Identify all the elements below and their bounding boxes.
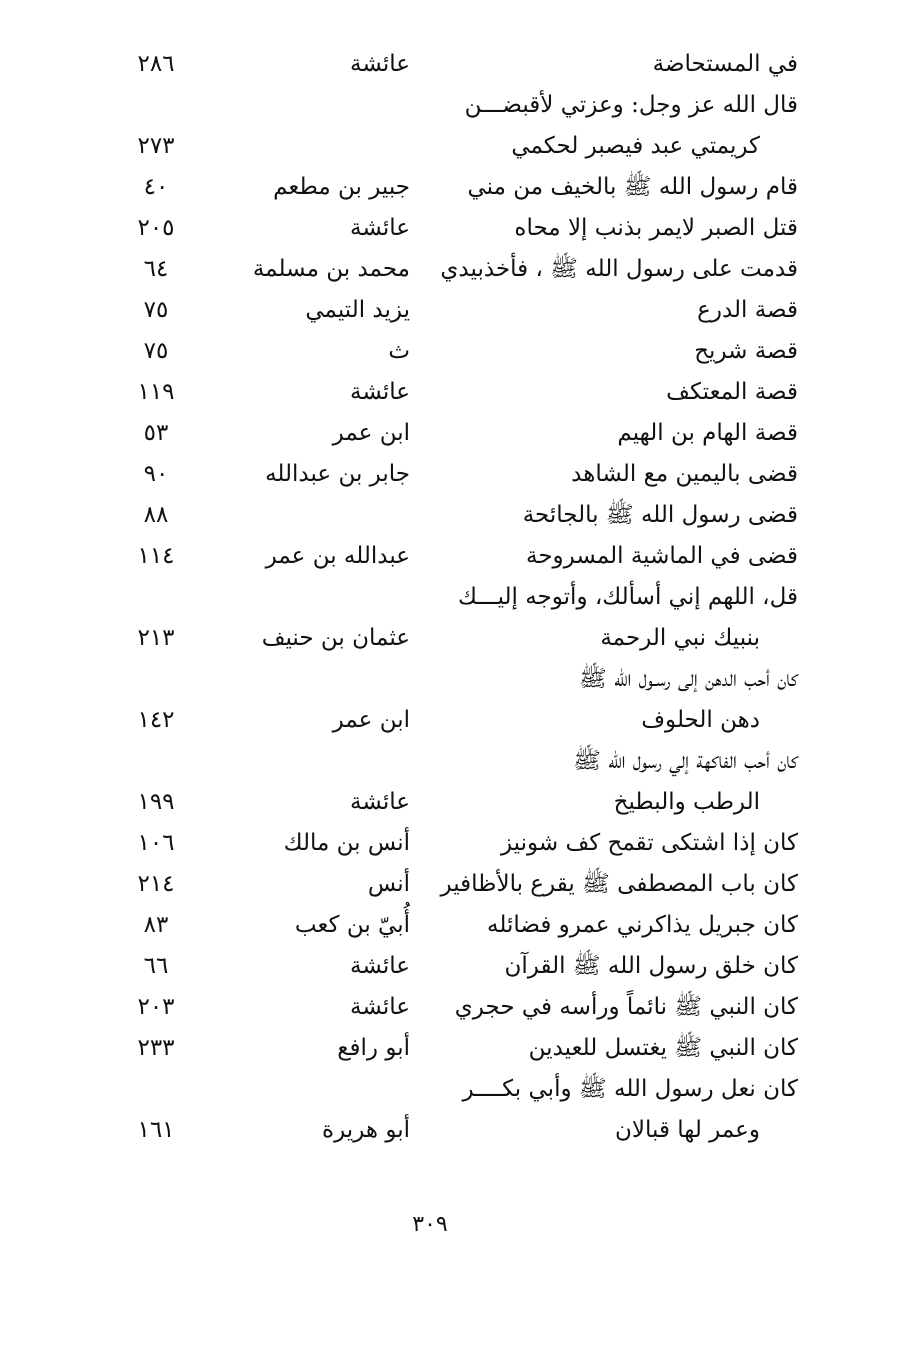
- hadith-text: وعمر لها قبالان: [614, 1117, 760, 1143]
- hadith-text: قضى باليمين مع الشاهد: [571, 461, 798, 487]
- page-reference: ٢٣٣: [137, 1035, 175, 1061]
- page-reference: ٨٨: [143, 502, 169, 528]
- index-row: [110, 44, 810, 85]
- narrator-name: جبير بن مطعم: [273, 174, 410, 200]
- hadith-text: قدمت على رسول الله ﷺ ، فأخذبيدي: [440, 256, 798, 282]
- page-reference: ٦٤: [143, 256, 169, 282]
- hadith-text: قضى رسول الله ﷺ بالجائحة: [522, 502, 798, 528]
- hadith-text: كان خلق رسول الله ﷺ القرآن: [504, 953, 798, 979]
- index-row: [110, 741, 810, 782]
- index-row: [110, 290, 810, 331]
- page-reference: ٥٣: [143, 420, 169, 446]
- index-row: [110, 167, 810, 208]
- narrator-name: يزيد التيمي: [305, 297, 410, 323]
- page-reference: ١٩٩: [137, 789, 175, 815]
- narrator-name: عائشة: [350, 953, 410, 979]
- index-row-continuation: [110, 782, 810, 823]
- narrator-name: عثمان بن حنيف: [261, 625, 410, 651]
- index-row: [110, 331, 810, 372]
- narrator-name: أنس: [367, 871, 410, 897]
- index-row-continuation: [110, 1110, 810, 1151]
- hadith-text: الرطب والبطيخ: [613, 789, 760, 815]
- narrator-name: عبدالله بن عمر: [265, 543, 410, 569]
- hadith-text: بنبيك نبي الرحمة: [600, 625, 760, 651]
- hadith-text: كان باب المصطفى ﷺ يقرع بالأظافير: [440, 871, 798, 897]
- hadith-text: كان جبريل يذاكرني عمرو فضائله: [487, 912, 798, 938]
- hadith-text: قصة شريح: [694, 338, 798, 364]
- hadith-text: كان نعل رسول الله ﷺ وأبي بكــــر: [462, 1076, 798, 1102]
- page-reference: ٤٠: [143, 174, 169, 200]
- index-row-continuation: [110, 700, 810, 741]
- page-reference: ١١٤: [137, 543, 175, 569]
- hadith-text: قصة الدرع: [697, 297, 798, 323]
- index-row: [110, 208, 810, 249]
- page-number: ٣٠٩: [412, 1212, 448, 1237]
- index-row: [110, 85, 810, 126]
- page-reference: ١٦١: [137, 1117, 175, 1143]
- narrator-name: أبو هريرة: [322, 1117, 410, 1143]
- index-row: [110, 495, 810, 536]
- index-row: [110, 372, 810, 413]
- narrator-name: محمد بن مسلمة: [252, 256, 410, 282]
- index-row: [110, 864, 810, 905]
- narrator-name: عائشة: [350, 789, 410, 815]
- page-reference: ٢٠٣: [137, 994, 175, 1020]
- page-reference: ٢٧٣: [137, 133, 175, 159]
- narrator-name: ث: [388, 338, 410, 364]
- page-reference: ١٠٦: [137, 830, 175, 856]
- page-reference: ٢٠٥: [137, 215, 175, 241]
- hadith-text: كان النبي ﷺ نائماً ورأسه في حجري: [454, 994, 798, 1020]
- index-row: [110, 946, 810, 987]
- page-reference: ٨٣: [143, 912, 169, 938]
- hadith-text: قتل الصبر لايمر بذنب إلا محاه: [514, 215, 798, 241]
- hadith-text: كان النبي ﷺ يغتسل للعيدين: [528, 1035, 798, 1061]
- page-reference: ١١٩: [137, 379, 175, 405]
- narrator-name: عائشة: [350, 51, 410, 77]
- index-row: [110, 577, 810, 618]
- hadith-text: في المستحاضة: [652, 51, 798, 77]
- page-reference: ٢١٣: [137, 625, 175, 651]
- index-row-continuation: [110, 618, 810, 659]
- index-row-continuation: [110, 126, 810, 167]
- index-row: [110, 1028, 810, 1069]
- narrator-name: جابر بن عبدالله: [265, 461, 410, 487]
- index-row: [110, 413, 810, 454]
- hadith-text: كان إذا اشتكى تقمح كف شونيز: [500, 830, 798, 856]
- hadith-text: كان أحب الفاكهة إلي رسول الله ﷺ: [573, 748, 798, 774]
- hadith-text: قل، اللهم إني أسألك، وأتوجه إليـــك: [457, 584, 798, 610]
- hadith-text: قام رسول الله ﷺ بالخيف من مني: [467, 174, 798, 200]
- page-reference: ٧٥: [143, 338, 169, 364]
- page-reference: ٩٠: [143, 461, 169, 487]
- narrator-name: عائشة: [350, 379, 410, 405]
- index-row: [110, 823, 810, 864]
- hadith-text: قصة الهام بن الهيم: [617, 420, 798, 446]
- index-row: [110, 249, 810, 290]
- index-row: [110, 905, 810, 946]
- narrator-name: ابن عمر: [332, 707, 410, 733]
- index-row: [110, 536, 810, 577]
- hadith-text: قال الله عز وجل: وعزتي لأقبضـــن: [464, 92, 798, 118]
- page-reference: ٢٨٦: [137, 51, 175, 77]
- page-reference: ١٤٢: [137, 707, 175, 733]
- hadith-index-list: [110, 44, 810, 1151]
- index-row: [110, 1069, 810, 1110]
- hadith-text: قضى في الماشية المسروحة: [525, 543, 798, 569]
- narrator-name: عائشة: [350, 994, 410, 1020]
- narrator-name: ابن عمر: [332, 420, 410, 446]
- narrator-name: عائشة: [350, 215, 410, 241]
- index-row: [110, 659, 810, 700]
- page-reference: ٧٥: [143, 297, 169, 323]
- hadith-text: قصة المعتكف: [666, 379, 798, 405]
- hadith-text: كان أحب الدهن إلى رسـول الله ﷺ: [579, 666, 798, 692]
- page-reference: ٢١٤: [137, 871, 175, 897]
- narrator-name: أبو رافع: [337, 1035, 410, 1061]
- index-row: [110, 987, 810, 1028]
- page-reference: ٦٦: [143, 953, 169, 979]
- index-row: [110, 454, 810, 495]
- narrator-name: أنس بن مالك: [283, 830, 410, 856]
- narrator-name: أُبيّ بن كعب: [294, 912, 410, 938]
- hadith-text: كريمتي عبد فيصبر لحكمي: [511, 133, 760, 159]
- hadith-text: دهن الحلوف: [641, 707, 760, 733]
